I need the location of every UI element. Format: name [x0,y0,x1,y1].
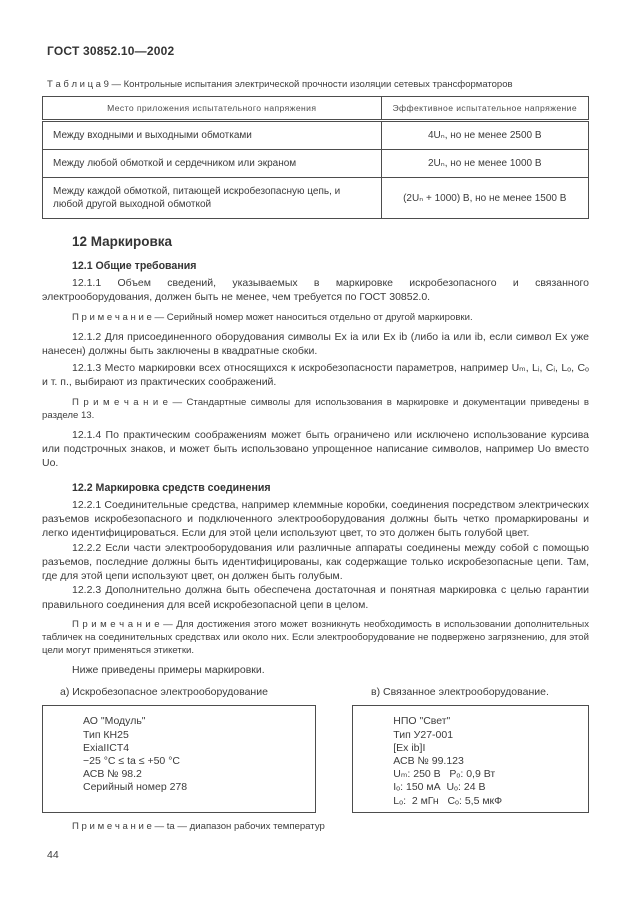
cell-place: Между входными и выходными обмотками [53,130,252,141]
marking-line: −25 °C ≤ ta ≤ +50 °C [83,754,180,767]
table-9 [42,96,589,219]
paragraph-12-1-2: 12.1.2 Для присоединенного оборудования символы Ex ia или Ex ib (либо ia или ib, если символ Ex уже нанесен) должны быть заключены в квадратные скобки. [42,330,589,357]
marking-line: Lₒ: 2 мГн Cₒ: 5,5 мкФ [393,794,503,807]
paragraph-12-1-3: 12.1.3 Место маркировки всех относящихся к искробезопасности параметров, например Uₘ, Lᵢ, Cᵢ, Lₒ, Cₒ и т. п., выбирают из практических соображений. [42,362,589,389]
paragraph-12-1-4: 12.1.4 По практическим соображениям может быть ограничено или исключено использование курсива или подстрочных знаков, и может быть использовано упрощенное написание символов, например Uo вместо Uo. [42,428,589,470]
marking-line: [Ex ib]I [393,741,426,754]
table-caption: Т а б л и ц а 9 — Контрольные испытания электрической прочности изоляции сетевых трансформаторов [47,79,513,90]
paragraph-12-2-1: 12.2.1 Соединительные средства, например клеммные коробки, соединения посредством электрических разъемов искробезопасного и подключенного электрооборудования должны быть четко промаркированы и легко идентифицироваться. Если для этой цели используют цвет, то это должен быть голубой цвет. [42,498,589,540]
marking-line: Uₘ: 250 В Pₒ: 0,9 Вт [393,768,496,781]
note-ta-definition: П р и м е ч а н и е — ta — диапазон рабочих температур [72,821,325,833]
marking-example-intrinsic-box [42,705,316,813]
table-header-voltage: Эффективное испытательное напряжение [381,97,588,121]
note-standard-symbols: П р и м е ч а н и е — Стандартные символы для использования в маркировке и документации приведены в разделе 13. [42,396,589,421]
example-label-associated: в) Связанное электрооборудование. [371,686,549,699]
marking-line: Серийный номер 278 [83,781,188,794]
marking-line: Тип КН25 [83,728,129,741]
cell-place: Между любой обмоткой и сердечником или экраном [43,150,382,178]
table-row [43,121,589,150]
paragraph-examples-intro: Ниже приведены примеры маркировки. [72,664,265,677]
marking-line: АСВ № 98.2 [83,768,142,781]
cell-place: Между каждой обмоткой, питающей искробезопасную цепь, и любой другой выходной обмоткой [43,178,382,219]
cell-voltage: 4Uₙ, но не менее 2500 В [381,121,588,150]
example-label-intrinsic: а) Искробезопасное электрооборудование [60,686,268,699]
marking-line: Iₒ: 150 мА Uₒ: 24 В [393,781,486,794]
example-labels-row [42,686,589,698]
table-row [43,150,589,178]
marking-examples-row [42,705,589,813]
note-serial-number: П р и м е ч а н и е — Серийный номер может наноситься отдельно от другой маркировки. [72,311,473,323]
marking-line: АСВ № 99.123 [393,754,464,767]
document-page [42,44,589,861]
table-header-place: Место приложения испытательного напряжения [43,97,382,121]
section-12-title: 12 Маркировка [72,234,173,249]
marking-line: ExiaIICT4 [83,741,130,754]
cell-voltage: (2Uₙ + 1000) В, но не менее 1500 В [381,178,588,219]
running-header: ГОСТ 30852.10—2002 [47,44,175,58]
marking-example-associated-box [352,705,589,813]
note-additional-labels: П р и м е ч а н и е — Для достижения этого может возникнуть необходимость в использовании дополнительных табличек на соединительных средствах или около них. Если электрооборудование не подвержено загрязнению, для этой цели могут применяться этикетки. [42,619,589,657]
table-row [43,178,589,219]
table-header-row [43,97,589,121]
marking-line: АО "Модуль" [83,715,146,728]
page-number: 44 [47,849,59,862]
marking-line: Тип У27-001 [393,728,454,741]
paragraph-12-2-2: 12.2.2 Если части электрооборудования или различные аппараты соединены между собой с помощью разъемов, последние должны быть идентифицированы, как содержащие только искробезопасные цепи. Там, где для этой цепи используют цвет, он должен быть голубым. [42,541,589,583]
paragraph-12-2-3: 12.2.3 Дополнительно должна быть обеспечена достаточная и понятная маркировка с целью гарантии правильного соединения для всей искробезопасной цепи в целом. [42,584,589,611]
cell-voltage: 2Uₙ, но не менее 1000 В [381,150,588,178]
section-12-1-title: 12.1 Общие требования [72,260,197,272]
section-12-2-title: 12.2 Маркировка средств соединения [72,481,271,494]
marking-line: НПО "Свет" [393,715,451,728]
paragraph-12-1-1: 12.1.1 Объем сведений, указываемых в маркировке искробезопасного и связанного электрооборудования, должен быть не менее, чем требуется по ГОСТ 30852.0. [42,277,589,304]
